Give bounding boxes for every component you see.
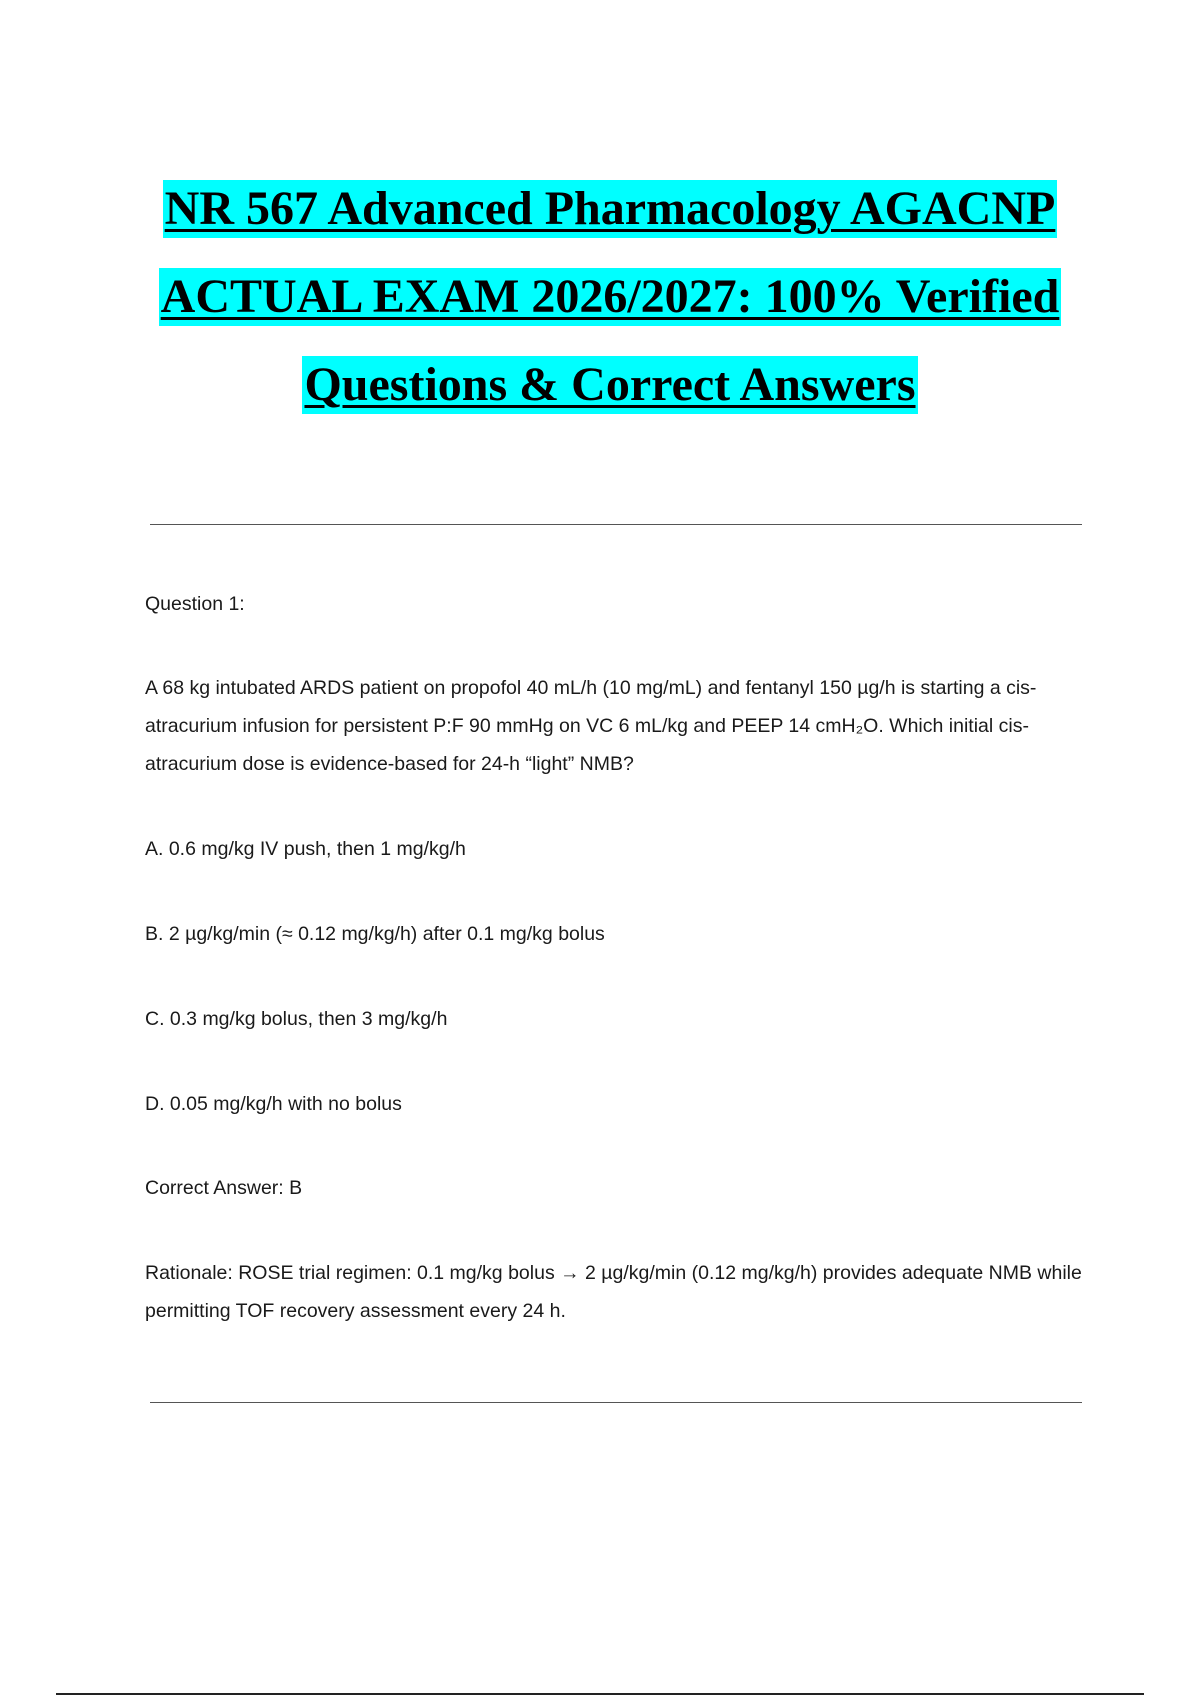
page-bottom-border — [56, 1693, 1144, 1695]
title-line-1: NR 567 Advanced Pharmacology AGACNP — [163, 180, 1058, 238]
title-line-2: ACTUAL EXAM 2026/2027: 100% Verified — [159, 268, 1062, 326]
answer-option-c: C. 0.3 mg/kg bolus, then 3 mg/kg/h — [145, 1008, 448, 1030]
section-divider-bottom — [150, 1402, 1082, 1403]
answer-option-a: A. 0.6 mg/kg IV push, then 1 mg/kg/h — [145, 838, 466, 860]
question-label: Question 1: — [145, 593, 245, 615]
rationale: Rationale: ROSE trial regimen: 0.1 mg/kg bolus → 2 µg/kg/min (0.12 mg/kg/h) provides adequate NMB while permitting TOF recovery assessment every 24 h. — [145, 1262, 1082, 1322]
correct-answer: Correct Answer: B — [145, 1177, 303, 1199]
document-title — [130, 180, 1090, 414]
answer-option-d: D. 0.05 mg/kg/h with no bolus — [145, 1093, 402, 1115]
section-divider-top — [150, 524, 1082, 525]
answer-option-b: B. 2 µg/kg/min (≈ 0.12 mg/kg/h) after 0.1 mg/kg bolus — [145, 923, 605, 945]
question-stem: A 68 kg intubated ARDS patient on propofol 40 mL/h (10 mg/mL) and fentanyl 150 µg/h is starting a cis-atracurium infusion for persistent P:F 90 mmHg on VC 6 mL/kg and PEEP 14 cmH₂O. Which initial cis-atracurium dose is evidence-based for 24-h “light” NMB? — [145, 677, 1037, 775]
title-line-3: Questions & Correct Answers — [302, 356, 917, 414]
